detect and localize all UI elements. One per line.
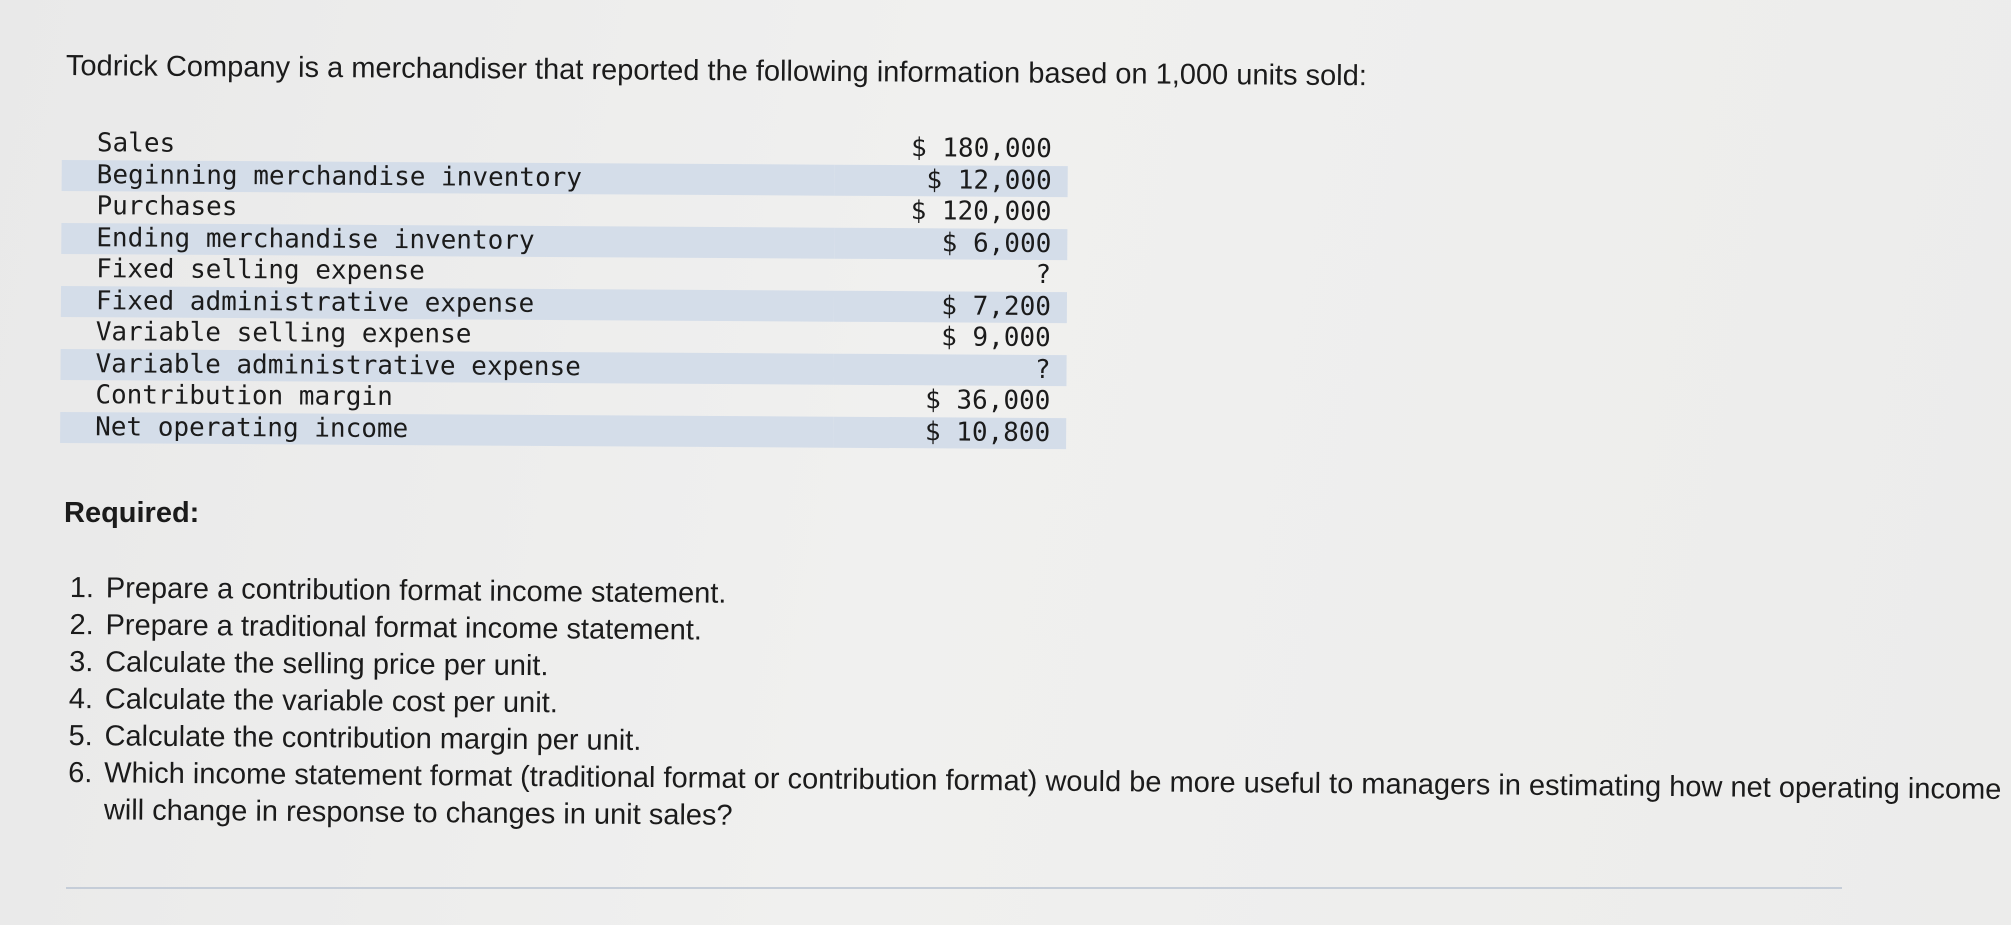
requirement-text: Calculate the contribution margin per unit. xyxy=(104,720,642,757)
row-value: $ 120,000 xyxy=(910,196,1052,228)
required-heading: Required: xyxy=(64,497,200,529)
requirement-text: Calculate the selling price per unit. xyxy=(105,646,549,683)
row-label: Sales xyxy=(96,128,176,159)
row-label: Contribution margin xyxy=(95,380,393,413)
data-table xyxy=(60,128,1068,449)
row-value: $ 180,000 xyxy=(910,133,1052,165)
horizontal-divider xyxy=(66,887,1842,889)
row-value: $ 6,000 xyxy=(834,227,1067,260)
requirement-text: Prepare a contribution format income statement. xyxy=(105,572,727,610)
row-value: $ 9,000 xyxy=(941,322,1051,354)
row-label: Variable selling expense xyxy=(95,317,472,350)
row-label: Variable administrative expense xyxy=(60,348,833,384)
requirement-item xyxy=(68,755,2009,846)
table-row xyxy=(60,411,1066,449)
row-value: ? xyxy=(1035,259,1052,291)
requirement-number: 2. xyxy=(69,608,94,642)
row-label: Purchases xyxy=(96,191,238,223)
requirement-number: 6. xyxy=(68,756,93,790)
requirement-text: Calculate the variable cost per unit. xyxy=(104,683,558,720)
requirement-text: Which income statement format (traditional format or contribution format) would be more useful to managers in estimating how net operating income will change in response to changes in unit sales? xyxy=(103,757,2002,832)
row-label: Fixed selling expense xyxy=(96,254,425,287)
row-label: Fixed administrative expense xyxy=(61,285,834,321)
row-value: ? xyxy=(833,353,1066,386)
requirement-number: 3. xyxy=(69,645,94,679)
requirement-text: Prepare a traditional format income statement. xyxy=(105,609,703,647)
requirement-number: 5. xyxy=(68,719,93,753)
row-label: Net operating income xyxy=(60,411,833,447)
row-label: Beginning merchandise inventory xyxy=(62,159,835,195)
row-value: $ 7,200 xyxy=(834,290,1067,323)
row-value: $ 36,000 xyxy=(925,385,1051,417)
requirement-number: 4. xyxy=(68,682,94,716)
requirements-list xyxy=(68,570,2010,846)
row-value: $ 12,000 xyxy=(835,164,1068,197)
requirement-number: 1. xyxy=(69,571,95,605)
row-label: Ending merchandise inventory xyxy=(61,222,834,258)
row-value: $ 10,800 xyxy=(833,416,1066,449)
problem-intro: Todrick Company is a merchandiser that reported the following information based on 1,000 units sold: xyxy=(65,50,1367,93)
